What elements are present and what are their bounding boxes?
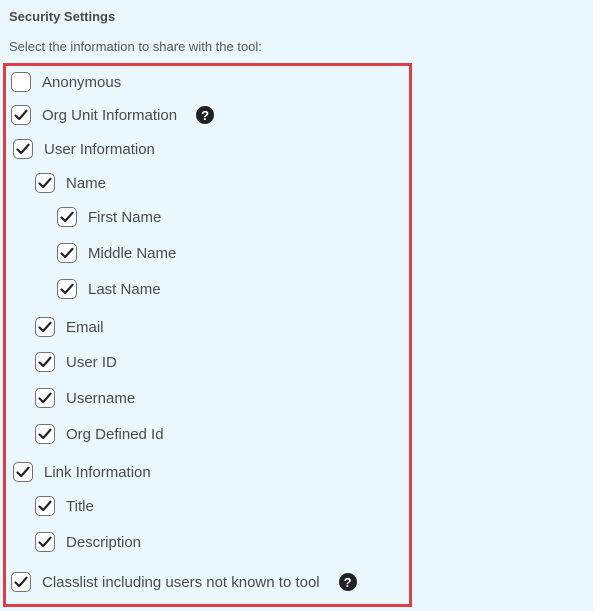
checkmark-icon [60, 283, 74, 295]
checkmark-icon [38, 321, 52, 333]
link-information-checkbox[interactable] [13, 462, 33, 482]
option-link-information[interactable] [13, 459, 151, 485]
option-anonymous[interactable] [11, 69, 121, 95]
middle-name-label: Middle Name [88, 244, 177, 262]
option-title[interactable] [35, 493, 94, 519]
help-icon[interactable]: ? [196, 106, 214, 124]
option-user-id[interactable] [35, 349, 117, 375]
option-classlist[interactable] [11, 569, 357, 595]
first-name-checkbox[interactable] [57, 207, 77, 227]
org-defined-id-label: Org Defined Id [66, 425, 164, 443]
email-label: Email [66, 318, 104, 336]
name-checkbox[interactable] [35, 173, 55, 193]
classlist-label: Classlist including users not known to tool [42, 573, 320, 591]
user-information-checkbox[interactable] [13, 139, 33, 159]
option-username[interactable] [35, 385, 135, 411]
classlist-checkbox[interactable] [11, 572, 31, 592]
email-checkbox[interactable] [35, 317, 55, 337]
last-name-checkbox[interactable] [57, 279, 77, 299]
option-middle-name[interactable] [57, 240, 176, 266]
middle-name-checkbox[interactable] [57, 243, 77, 263]
checkmark-icon [60, 211, 74, 223]
org-defined-id-checkbox[interactable] [35, 424, 55, 444]
checkmark-icon [38, 392, 52, 404]
link-information-label: Link Information [44, 463, 151, 481]
anonymous-checkbox[interactable] [11, 72, 31, 92]
username-label: Username [66, 389, 136, 407]
section-title: Security Settings [9, 9, 116, 24]
name-label: Name [66, 174, 107, 192]
last-name-label: Last Name [88, 280, 161, 298]
option-org-defined-id[interactable] [35, 421, 164, 447]
user-id-label: User ID [66, 353, 117, 371]
user-information-label: User Information [44, 140, 155, 158]
option-last-name[interactable] [57, 276, 161, 302]
option-description[interactable] [35, 529, 141, 555]
first-name-label: First Name [88, 208, 162, 226]
anonymous-label: Anonymous [42, 73, 122, 91]
checkmark-icon [38, 177, 52, 189]
checkmark-icon [38, 500, 52, 512]
description-label: Description [66, 533, 142, 551]
user-id-checkbox[interactable] [35, 352, 55, 372]
checkmark-icon [38, 536, 52, 548]
option-user-information[interactable] [13, 136, 155, 162]
checkmark-icon [16, 143, 30, 155]
option-first-name[interactable] [57, 204, 161, 230]
checkmark-icon [38, 356, 52, 368]
org-unit-information-label: Org Unit Information [42, 106, 178, 124]
checkmark-icon [14, 576, 28, 588]
option-name[interactable] [35, 170, 106, 196]
checkmark-icon [16, 466, 30, 478]
title-label: Title [66, 497, 94, 515]
checkmark-icon [60, 247, 74, 259]
option-org-unit-information[interactable] [11, 102, 214, 128]
username-checkbox[interactable] [35, 388, 55, 408]
description-checkbox[interactable] [35, 532, 55, 552]
help-icon[interactable]: ? [339, 573, 357, 591]
share-instructions: Select the information to share with the tool: [9, 39, 262, 54]
title-checkbox[interactable] [35, 496, 55, 516]
checkmark-icon [38, 428, 52, 440]
option-email[interactable] [35, 314, 104, 340]
org-unit-information-checkbox[interactable] [11, 105, 31, 125]
checkmark-icon [14, 109, 28, 121]
